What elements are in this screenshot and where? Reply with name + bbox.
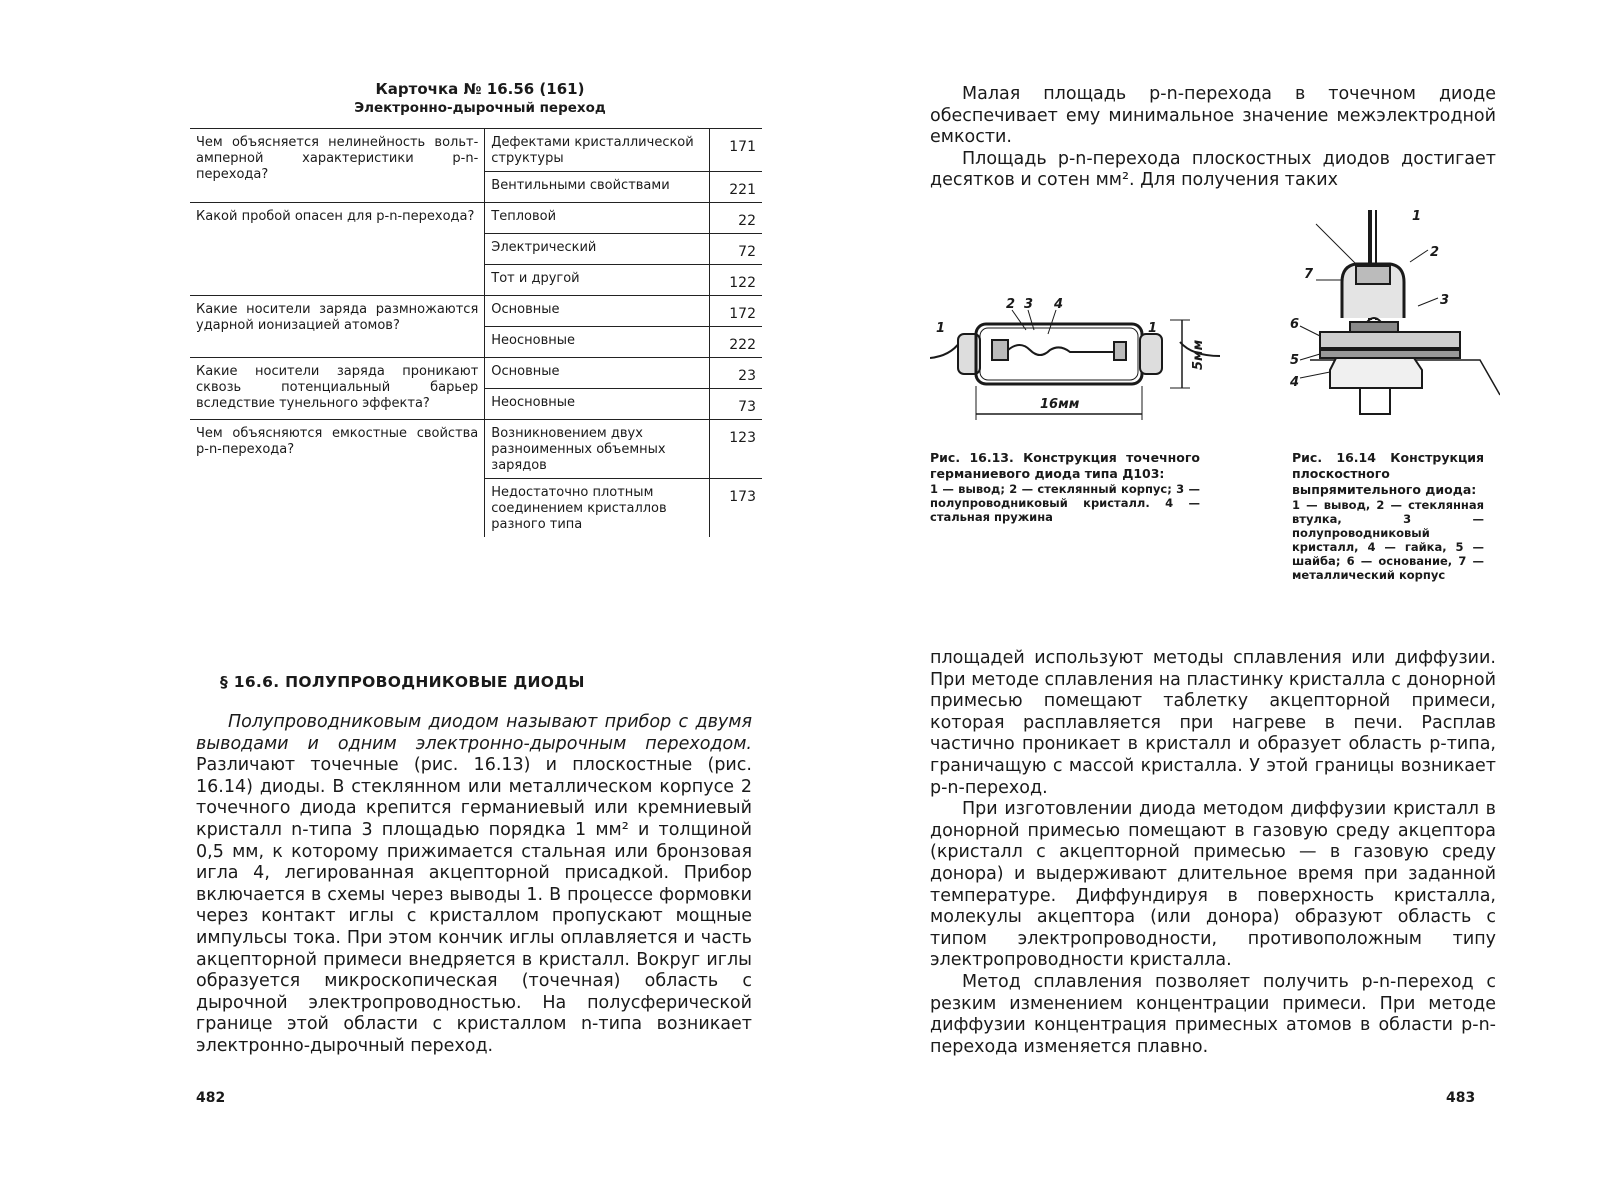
card-answer-code: 122 [710, 265, 762, 296]
right-bottom-text [930, 648, 1496, 1058]
card-answer-code: 172 [710, 296, 762, 327]
figure-16-13-caption [930, 450, 1200, 524]
card-question: Какие носители заряда размножаются ударной ионизацией атомов? [190, 296, 485, 358]
page-number-left: 482 [196, 1090, 226, 1106]
table-row [190, 420, 762, 479]
fig1-dim-height: 5мм [1191, 339, 1206, 370]
figure-16-14 [1290, 210, 1500, 440]
card-answer: Тепловой [485, 203, 710, 234]
card-answer-code: 23 [710, 358, 762, 389]
paragraph: площадей используют методы сплавления или диффузии. При методе сплавления на пластинку кристалла с донорной примесью помещают таблетку акцепторной примеси, которая расплавляется при нагреве в печи. Расплав частично проникает в кристалл и образует область p-типа, граничащую с массой кристалла. У этой границы возникает p-n-переход. [930, 648, 1496, 798]
card-answer: Неосновные [485, 389, 710, 420]
page-number-right: 483 [1446, 1090, 1476, 1106]
paragraph [196, 712, 752, 1058]
card-table [190, 128, 762, 537]
card-answer: Возникновением двух разноименных объемных зарядов [485, 420, 710, 479]
fig2-label-4: 4 [1290, 375, 1300, 390]
fig2-label-2: 2 [1430, 245, 1440, 260]
fig1-label-4: 4 [1054, 297, 1064, 312]
fig1-dim-length: 16мм [1040, 397, 1080, 412]
paragraph: Площадь p-n-перехода плоскостных диодов достигает десятков и сотен мм². Для получения таких [930, 148, 1496, 191]
paragraph-text: Различают точечные (рис. 16.13) и плоскостные (рис. 16.14) диоды. В стеклянном или металлическом корпусе 2 точечного диода крепится германиевый или кремниевый кристалл n-типа 3 площадью порядка 1 мм² и толщиной 0,5 мм, к которому прижимается стальная или бронзовая игла 4, легированная акцепторной присадкой. Прибор включается в схемы через выводы 1. В процессе формовки через контакт иглы с кристаллом пропускают мощные импульсы тока. При этом кончик иглы оплавляется и часть акцепторной примеси внедряется в кристалл. Вокруг иглы образуется микроскопическая (точечная) область с дырочной электропроводностью. На полусферической границе этой области с кристаллом n-типа возникает электронно-дырочный переход. [196, 755, 752, 1056]
figure-16-13 [930, 290, 1220, 440]
figure-16-14-caption [1292, 450, 1484, 582]
fig1-label-2: 2 [1006, 297, 1016, 312]
card-answer-code: 221 [710, 172, 762, 203]
table-row [190, 358, 762, 389]
card-question: Чем объясняется нелинейность вольт-амперной характеристики p-n-перехода? [190, 129, 485, 203]
card-answer: Тот и другой [485, 265, 710, 296]
paragraph: Малая площадь p-n-перехода в точечном диоде обеспечивает ему минимальное значение межэлектродной емкости. [930, 84, 1496, 148]
caption-text: Рис. 16.14 Конструкция плоскостного выпрямительного диода: [1292, 450, 1484, 497]
fig1-label-3: 3 [1024, 297, 1034, 312]
card-question: Чем объясняются емкостные свойства p-n-перехода? [190, 420, 485, 538]
table-row [190, 203, 762, 234]
fig1-label-1: 1 [936, 321, 946, 336]
fig2-label-3: 3 [1440, 293, 1450, 308]
fig2-label-7: 7 [1304, 267, 1314, 282]
card-subtitle: Электронно-дырочный переход [354, 100, 606, 116]
fig2-label-1: 1 [1412, 210, 1422, 224]
card-answer-code: 73 [710, 389, 762, 420]
card-answer: Дефектами кристаллической структуры [485, 129, 710, 172]
card-question: Какой пробой опасен для p-n-перехода? [190, 203, 485, 296]
caption-legend: 1 — вывод; 2 — стеклянный корпус; 3 — полупроводниковый кристалл. 4 — стальная пружина [930, 482, 1200, 524]
card-answer: Основные [485, 358, 710, 389]
paragraph: При изготовлении диода методом диффузии кристалл в донорной примесью помещают в газовую среду акцептора (кристалл с акцепторной примесью — в газовую среду донора) и выдерживают длительное время при заданной температуре. Диффундируя в поверхность кристалла, молекулы акцептора (или донора) образуют область с типом электропроводности, противоположным типу электропроводности кристалла. [930, 799, 1496, 971]
left-body-text [196, 712, 752, 1058]
caption-text: Рис. 16.13. Конструкция точечного германиевого диода типа Д103: [930, 450, 1200, 481]
card-answer-code: 222 [710, 327, 762, 358]
card-answer: Недостаточно плотным соединением кристаллов разного типа [485, 479, 710, 538]
caption-legend: 1 — вывод, 2 — стеклянная втулка, 3 — полупроводниковый кристалл, 4 — гайка, 5 — шайба; 6 — основание, 7 — металлический корпус [1292, 498, 1484, 582]
card-answer-code: 22 [710, 203, 762, 234]
section-title: § 16.6. ПОЛУПРОВОДНИКОВЫЕ ДИОДЫ [220, 673, 585, 691]
right-top-text [930, 84, 1496, 192]
fig2-label-6: 6 [1290, 317, 1300, 332]
card-title: Карточка № 16.56 (161) [375, 80, 585, 98]
fig1-label-1b: 1 [1148, 321, 1158, 336]
card-answer: Вентильными свойствами [485, 172, 710, 203]
definition-text: Полупроводниковым диодом называют прибор с двумя выводами и одним электронно-дырочным переходом. [196, 712, 752, 754]
table-row [190, 296, 762, 327]
card-title-block [190, 80, 770, 118]
fig2-label-5: 5 [1290, 353, 1300, 368]
card-answer: Неосновные [485, 327, 710, 358]
card-answer: Основные [485, 296, 710, 327]
card-answer-code: 123 [710, 420, 762, 479]
card-answer-code: 72 [710, 234, 762, 265]
paragraph: Метод сплавления позволяет получить p-n-переход с резким изменением концентрации примеси. При методе диффузии концентрация примесных атомов в области p-n-перехода изменяется плавно. [930, 971, 1496, 1057]
card-answer-code: 173 [710, 479, 762, 538]
card-question: Какие носители заряда проникают сквозь потенциальный барьер вследствие тунельного эффекта? [190, 358, 485, 420]
card-answer-code: 171 [710, 129, 762, 172]
card-answer: Электрический [485, 234, 710, 265]
table-row [190, 129, 762, 172]
